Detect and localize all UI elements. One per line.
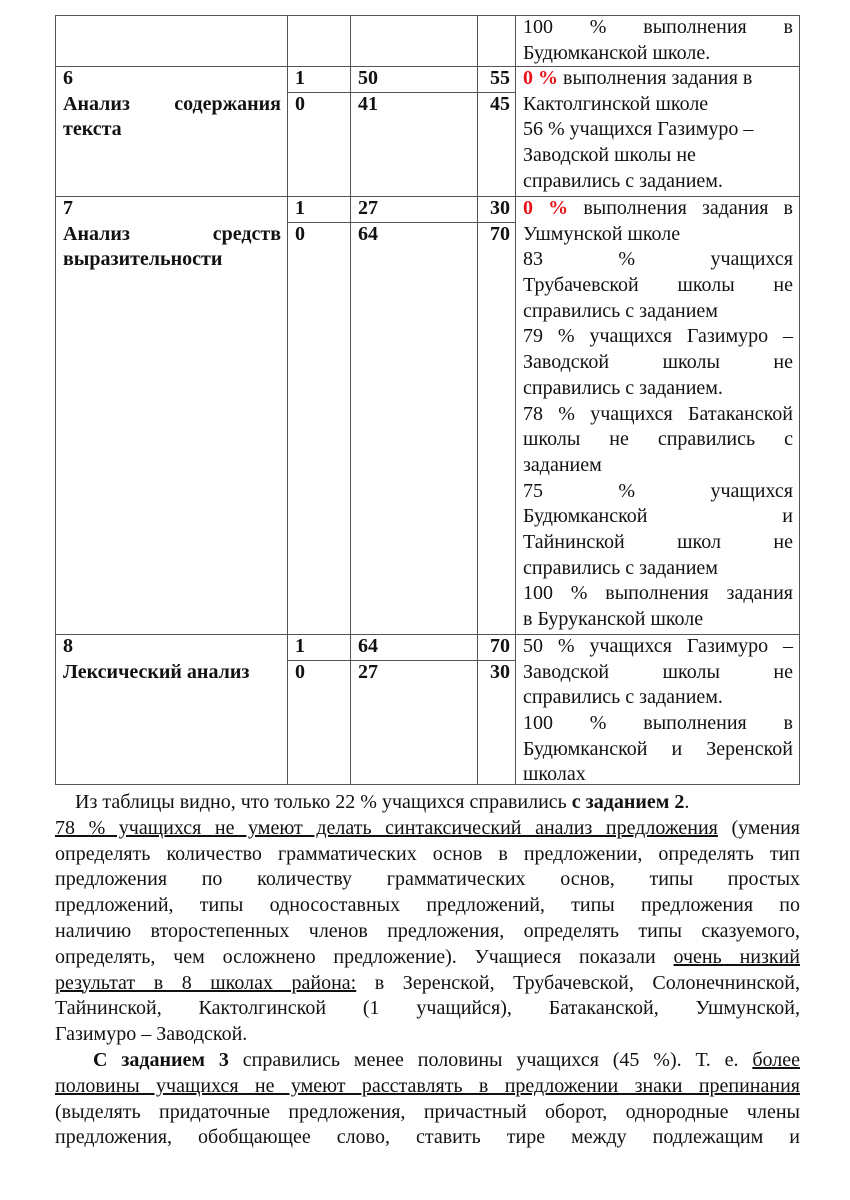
text-segment: выразительности [63,248,223,271]
text-line [523,92,793,118]
text-segment: 79 % учащихся Газимуро – [523,325,793,348]
text-line [523,222,793,248]
text-segment: в Зеренской, Трубачевской, Солонечнинской, [356,971,800,994]
text-line [63,660,281,686]
text-line [55,919,800,945]
answer-flag: 1 [295,197,305,219]
text-segment: Будюмканской школе. [523,41,711,64]
text-segment: 78 % учащихся Батаканской [523,402,793,425]
bold-text: С заданием 3 [93,1049,229,1071]
text-segment: предложения, обобщающее слово, ставить тире между подлежащим и [55,1126,800,1149]
text-line [523,196,793,222]
text-line [523,247,793,273]
text-segment: выполнения задания в [568,197,793,219]
text-segment: . [684,791,690,813]
column-divider [287,15,288,785]
text-segment: Тайнинской, Кактолгинской (1 учащийся), Батаканской, Ушмунской, [55,997,800,1020]
text-line [523,15,793,41]
text-line [523,711,793,737]
underlined-text: очень низкий [673,945,801,968]
underlined-text: более [752,1049,800,1071]
highlight-percent: 0 % [523,67,558,89]
text-line [55,945,800,971]
text-line [55,893,800,919]
text-segment: 50 % учащихся Газимуро – [523,635,793,657]
text-line [523,427,793,453]
text-segment: Газимуро – Заводской. [55,1023,248,1046]
text-segment: Будюмканской и [523,505,793,528]
text-segment: заданием [523,453,602,476]
text-line [523,607,793,633]
text-line [55,1100,800,1126]
text-segment: (умения [717,816,800,839]
student-count: 50 [358,67,378,89]
comment-cell [523,15,793,66]
answer-flag: 1 [295,67,305,89]
answer-flag: 0 [295,93,305,115]
text-segment: в Буруканской школе [523,608,704,630]
text-segment: школах [523,763,586,786]
text-line [63,222,281,248]
text-line [63,66,281,92]
text-segment: наличию второстепенных членов предложения, определять типы сказуемого, [55,919,800,942]
text-line [55,816,800,842]
text-segment: Анализ средств [63,222,281,245]
text-segment: 8 [63,635,73,657]
underlined-text: половины учащихся не умеют расставлять в предложении знаки препинания [55,1074,800,1097]
text-line [55,1048,800,1074]
text-segment: справились с заданием. [523,169,723,192]
student-count: 27 [358,661,378,683]
percent-value: 55 [490,67,510,89]
answer-flag: 0 [295,223,305,245]
text-line [55,971,800,997]
comment-cell [523,66,793,194]
student-count: 27 [358,197,378,219]
text-line [523,634,793,660]
text-line [63,196,281,222]
text-segment: Из таблицы видно, что только 22 % учащихся справились [75,791,572,813]
text-segment: справились с заданием [523,299,718,322]
text-line [523,324,793,350]
text-segment: Ушмунской школе [523,222,681,245]
text-segment: Трубачевской школы не [523,274,793,297]
text-line [523,504,793,530]
text-line [523,685,793,711]
text-segment: Анализ содержания [63,92,281,115]
text-line [523,737,793,763]
student-count: 64 [358,635,378,657]
text-line [63,247,281,273]
text-line [523,660,793,686]
percent-value: 30 [490,197,510,219]
text-segment: Будюмканской и Зеренской [523,737,793,760]
text-line [523,581,793,607]
student-count: 64 [358,223,378,245]
answer-flag: 0 [295,661,305,683]
text-line [55,996,800,1022]
comment-cell [523,634,793,788]
text-segment: Тайнинской школ не [523,530,793,553]
text-line [523,530,793,556]
text-segment: 83 % учащихся [523,248,793,271]
text-segment: 100 % выполнения в [523,712,793,735]
student-count: 41 [358,93,378,115]
underlined-text: результат в 8 школах района: [55,971,357,994]
text-line [523,117,793,143]
bold-text: с заданием 2 [571,791,685,813]
text-line [523,350,793,376]
text-line [523,479,793,505]
text-line [523,299,793,325]
text-segment: Кактолгинской школе [523,92,709,115]
text-segment: Заводской школы не [523,144,696,167]
text-segment: (выделять придаточные предложения, причастный оборот, однородные члены [55,1100,800,1123]
text-segment: Заводской школы не [523,351,793,374]
text-segment: выполнения задания в [558,67,753,89]
task-cell [63,66,281,143]
text-line [523,453,793,479]
highlight-percent: 0 % [523,197,569,219]
text-segment: предложения по количеству грамматических основ, типы простых [55,868,800,891]
paragraph [55,1048,800,1151]
text-line [63,117,281,143]
percent-value: 45 [490,93,510,115]
text-segment: справились с заданием [523,556,718,579]
text-segment: школы не справились с [523,428,793,451]
text-line [523,41,793,67]
text-segment: 100 % выполнения в [523,16,793,38]
text-line [63,634,281,660]
text-line [523,762,793,788]
percent-value: 30 [490,661,510,683]
text-line [523,169,793,195]
text-line [55,842,800,868]
text-line [523,143,793,169]
text-segment: 6 [63,67,73,89]
text-line [55,1022,800,1048]
text-segment: справились менее половины учащихся (45 %). Т. е. [228,1049,753,1071]
text-segment: Лексический анализ [63,660,250,683]
text-segment: 75 % учащихся [523,479,793,502]
text-line [523,273,793,299]
task-cell [63,634,281,685]
text-line [55,867,800,893]
text-segment: определять количество грамматических основ в предложении, определять тип [55,842,800,865]
column-divider [515,15,516,785]
text-line [523,66,793,92]
answer-flag: 1 [295,635,305,657]
text-line [55,1125,800,1151]
text-line [523,402,793,428]
paragraph [55,790,800,1048]
text-segment: Заводской школы не [523,660,793,683]
percent-value: 70 [490,635,510,657]
underlined-text: 78 % учащихся не умеют делать синтаксический анализ предложения [55,816,718,839]
task-cell [63,196,281,273]
column-divider [350,15,351,785]
text-line [55,790,800,816]
text-segment: определять, чем осложнено предложение). Учащиеся показали [55,945,674,968]
text-line [55,1074,800,1100]
text-segment: 100 % выполнения задания [523,582,793,605]
percent-value: 70 [490,223,510,245]
text-line [523,556,793,582]
text-line [523,376,793,402]
text-line [63,92,281,118]
text-segment: 7 [63,197,73,219]
text-segment: текста [63,118,122,141]
comment-cell [523,196,793,633]
text-segment: справились с заданием. [523,376,723,399]
text-segment: справились с заданием. [523,686,723,709]
text-segment: 56 % учащихся Газимуро – [523,118,754,141]
text-segment: предложений, типы односоставных предложений, типы предложения по [55,894,800,917]
